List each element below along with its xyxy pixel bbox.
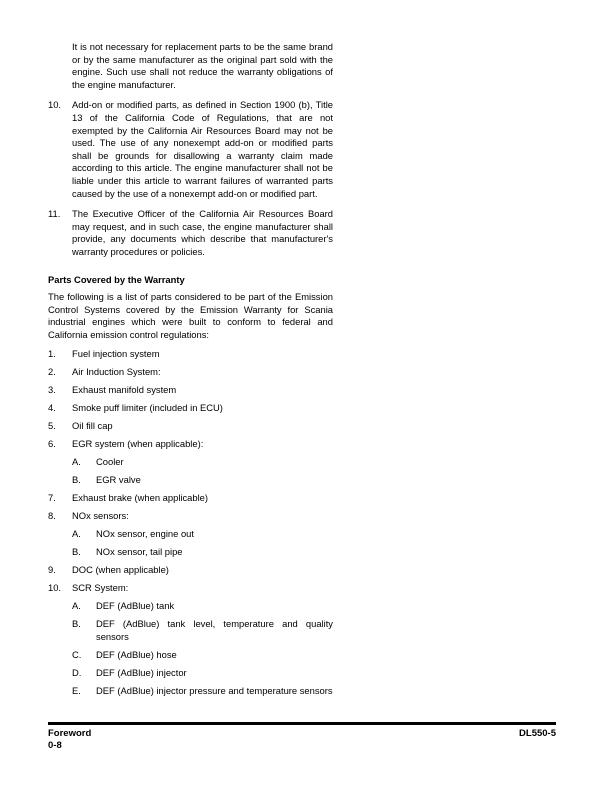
sub-item-letter: C. — [72, 648, 82, 660]
part-number: 4. — [48, 402, 56, 414]
sub-item-text: DEF (AdBlue) injector — [96, 666, 187, 678]
part-number: 3. — [48, 384, 56, 396]
parts-list-item — [48, 348, 333, 361]
clause-item — [48, 99, 333, 200]
part-text: Smoke puff limiter (included in ECU) — [72, 402, 223, 414]
intro-paragraph: It is not necessary for replacement parts to be the same brand or by the same manufacturer as the original part sold with the engine. Such use shall not reduce the warranty obligations of the engine manufacturer. — [72, 41, 333, 90]
parts-list-item — [48, 420, 333, 433]
parts-sub-item — [48, 546, 333, 559]
part-number: 5. — [48, 420, 56, 432]
part-text: Exhaust manifold system — [72, 384, 177, 396]
parts-sub-item — [48, 474, 333, 487]
sub-item-letter: B. — [72, 474, 81, 486]
sub-item-letter: A. — [72, 456, 81, 468]
parts-sub-item — [48, 685, 333, 698]
clause-text: The Executive Officer of the California Air Resources Board may request, and in such case, the engine manufacturer shall provide, any documents which describe that manufacturer's warranty procedures or policies. — [72, 208, 333, 257]
sub-item-letter: D. — [72, 666, 82, 678]
footer-section: Foreword — [48, 728, 92, 739]
part-number: 8. — [48, 510, 56, 522]
part-text: EGR system (when applicable): — [72, 438, 204, 450]
content-column — [48, 41, 333, 703]
part-text: Oil fill cap — [72, 420, 113, 432]
sub-item-letter: B. — [72, 618, 81, 630]
part-text: Air Induction System: — [72, 366, 161, 378]
sub-item-text: DEF (AdBlue) tank — [96, 600, 175, 612]
footer-page-number: 0-8 — [48, 740, 62, 751]
sub-item-letter: A. — [72, 600, 81, 612]
part-text: SCR System: — [72, 582, 129, 594]
part-number: 6. — [48, 438, 56, 450]
part-text: Fuel injection system — [72, 348, 160, 360]
section-heading: Parts Covered by the Warranty — [48, 273, 185, 285]
sub-item-letter: B. — [72, 546, 81, 558]
part-text: Exhaust brake (when applicable) — [72, 492, 209, 504]
sub-item-text: Cooler — [96, 456, 124, 468]
sub-item-text: DEF (AdBlue) tank level, temperature and quality sensors — [96, 618, 333, 642]
parts-list-item — [48, 582, 333, 595]
parts-sub-item — [48, 600, 333, 613]
sub-item-text: DEF (AdBlue) hose — [96, 648, 177, 660]
parts-list — [48, 348, 333, 697]
part-text: NOx sensors: — [72, 510, 129, 522]
parts-list-item — [48, 402, 333, 415]
parts-list-item — [48, 492, 333, 505]
part-number: 7. — [48, 492, 56, 504]
sub-item-text: DEF (AdBlue) injector pressure and temperature sensors — [96, 684, 333, 696]
parts-sub-item — [48, 667, 333, 680]
part-number: 1. — [48, 348, 56, 360]
parts-sub-item — [48, 528, 333, 541]
footer-rule — [48, 722, 556, 725]
clause-number: 10. — [48, 99, 62, 111]
part-number: 9. — [48, 564, 56, 576]
sub-item-letter: A. — [72, 528, 81, 540]
parts-sub-item — [48, 456, 333, 469]
parts-list-item — [48, 438, 333, 451]
footer-doc-id: DL550-5 — [519, 728, 556, 739]
clause-number: 11. — [48, 208, 61, 220]
numbered-clauses — [48, 99, 333, 258]
sub-item-letter: E. — [72, 684, 81, 696]
clause-item — [48, 208, 333, 258]
parts-sub-item — [48, 649, 333, 662]
part-text: DOC (when applicable) — [72, 564, 169, 576]
footer-left — [48, 728, 91, 752]
parts-sub-item — [48, 618, 333, 643]
sub-item-text: EGR valve — [96, 474, 141, 486]
sub-item-text: NOx sensor, engine out — [96, 528, 194, 540]
part-number: 2. — [48, 366, 56, 378]
parts-list-item — [48, 510, 333, 523]
part-number: 10. — [48, 582, 62, 594]
parts-list-item — [48, 366, 333, 379]
section-intro: The following is a list of parts considered to be part of the Emission Control Systems covered by the Emission Warranty for Scania industrial engines which were built to conform to federal and California emission control regulations: — [48, 291, 333, 340]
parts-list-item — [48, 384, 333, 397]
sub-item-text: NOx sensor, tail pipe — [96, 546, 183, 558]
parts-list-item — [48, 564, 333, 577]
clause-text: Add-on or modified parts, as defined in Section 1900 (b), Title 13 of the California Code of Regulations, that are not exempted by the California Air Resources Board may not be used. The use of any nonexempt add-on or modified parts shall be grounds for disallowing a warranty claim made according to this article. The engine manufacturer shall not be liable under this article to warrant failures of warranted parts caused by the use of a nonexempt add-on or modified part. — [72, 99, 333, 199]
